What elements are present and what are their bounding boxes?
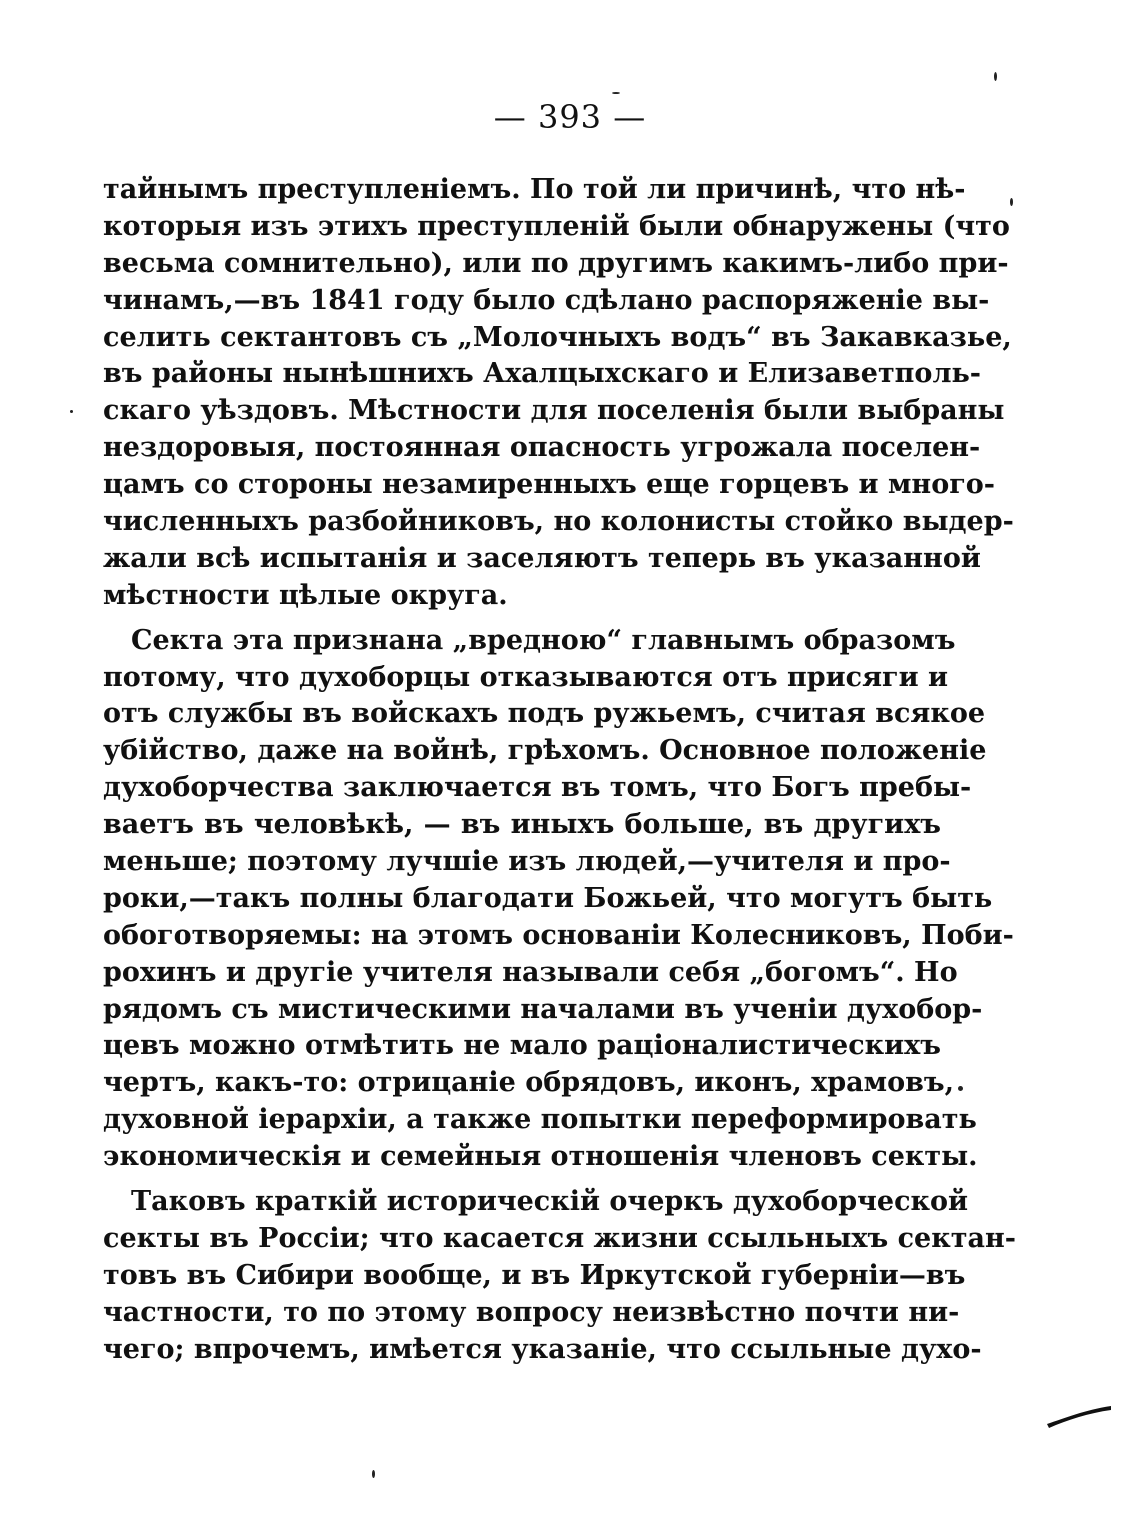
text-line: духоборчества заключается въ томъ, что Богъ пребы- xyxy=(103,772,972,804)
text-line: рохинъ и другіе учителя называли себя „богомъ“. Но xyxy=(103,956,958,988)
text-line: Таковъ краткій историческій очеркъ духоборческой xyxy=(131,1186,969,1218)
text-line: рядомъ съ мистическими началами въ ученіи духобор- xyxy=(103,993,983,1025)
text-line: духовной іерархіи, а также попытки переформировать xyxy=(103,1104,977,1136)
scan-speck xyxy=(994,72,997,81)
text-line: чего; впрочемъ, имѣется указаніе, что ссыльные духо- xyxy=(103,1333,982,1365)
scan-mark xyxy=(1045,1400,1115,1430)
scan-speck xyxy=(958,1086,963,1091)
text-line: товъ въ Сибири вообще, и въ Иркутской губерніи—въ xyxy=(103,1259,966,1291)
paragraph-gap xyxy=(103,615,941,623)
text-line: меньше; поэтому лучшіе изъ людей,—учителя и про- xyxy=(103,846,951,878)
paragraph-1 xyxy=(103,172,1014,615)
text-line: обоготворяемы: на этомъ основаніи Колесниковъ, Поби- xyxy=(103,919,1014,951)
paragraph-gap xyxy=(103,1176,941,1184)
body-text xyxy=(103,172,1016,1369)
scan-speck xyxy=(70,410,73,413)
text-line: жали всѣ испытанія и заселяютъ теперь въ указанной xyxy=(103,542,981,574)
scan-speck xyxy=(1010,198,1013,206)
text-line: частности, то по этому вопросу неизвѣстно почти ни- xyxy=(103,1296,960,1328)
paragraph-3 xyxy=(103,1184,1016,1368)
text-line: въ районы нынѣшнихъ Ахалцыхскаго и Елизаветполь- xyxy=(103,358,982,390)
text-line: убійство, даже на войнѣ, грѣхомъ. Основное положеніе xyxy=(103,735,987,767)
text-line: цамъ со стороны незамиренныхъ еще горцевъ и много- xyxy=(103,469,995,501)
text-line: тайнымъ преступленіемъ. По той ли причинѣ, что нѣ- xyxy=(103,174,966,205)
text-line: ваетъ въ человѣкѣ, — въ иныхъ больше, въ другихъ xyxy=(103,809,941,841)
text-line: отъ службы въ войскахъ подъ ружьемъ, считая всякое xyxy=(103,698,986,730)
scan-speck xyxy=(372,1470,375,1478)
text-line: потому, что духоборцы отказываются отъ присяги и xyxy=(103,661,949,693)
text-line: чертъ, какъ-то: отрицаніе обрядовъ, иконъ, храмовъ, xyxy=(103,1067,954,1099)
text-line: Секта эта признана „вредною“ главнымъ образомъ xyxy=(131,624,956,656)
text-line: мѣстности цѣлые округа. xyxy=(103,579,508,611)
paragraph-2 xyxy=(103,623,1014,1176)
text-line: цевъ можно отмѣтить не мало раціоналистическихъ xyxy=(103,1030,941,1062)
text-line: секты въ Россіи; что касается жизни ссыльныхъ сектан- xyxy=(103,1222,1016,1254)
text-line: селить сектантовъ съ „Молочныхъ водъ“ въ Закавказье, xyxy=(103,321,1012,353)
scan-speck xyxy=(612,92,620,94)
page-number: — 393 — xyxy=(493,98,647,136)
text-line: роки,—такъ полны благодати Божьей, что могутъ быть xyxy=(103,882,993,914)
text-line: которыя изъ этихъ преступленій были обнаружены (что xyxy=(103,210,1010,242)
text-line: экономическія и семейныя отношенія членовъ секты. xyxy=(103,1141,978,1173)
text-line: чинамъ,—въ 1841 году было сдѣлано распоряженіе вы- xyxy=(103,284,990,316)
text-line: весьма сомнительно), или по другимъ какимъ-либо при- xyxy=(103,247,1009,279)
text-line: численныхъ разбойниковъ, но колонисты стойко выдер- xyxy=(103,506,1014,538)
text-line: нездоровыя, постоянная опасность угрожала поселен- xyxy=(103,432,981,464)
text-line: скаго уѣздовъ. Мѣстности для поселенія были выбраны xyxy=(103,395,1005,427)
